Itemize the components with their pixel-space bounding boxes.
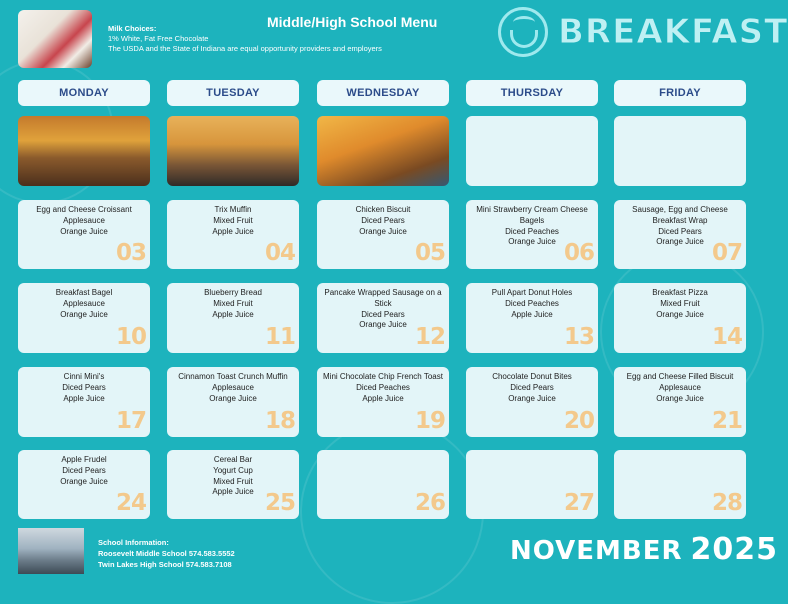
day-cell [466,283,598,353]
day-header-thursday: THURSDAY [466,80,598,106]
day-cell [317,200,449,269]
menu-items [18,372,150,404]
month-year [510,532,778,567]
day-cell [317,367,449,437]
date-number: 12 [414,324,445,350]
date-number: 28 [711,490,742,516]
menu-items [317,205,449,237]
menu-item: Mixed Fruit [213,476,253,486]
date-number: 13 [563,324,594,350]
menu-item: Orange Juice [656,309,704,319]
menu-item: Mixed Fruit [213,215,253,225]
school-contact-twin-lakes: Twin Lakes High School 574.583.7108 [98,560,232,569]
day-header-friday: FRIDAY [614,80,746,106]
menu-item: Applesauce [63,298,105,308]
school-building-photo [18,528,84,574]
blank-photo-cell [466,116,598,186]
menu-item: Pull Apart Donut Holes [491,288,573,297]
menu-item: Cinni Mini's [63,372,105,381]
day-cell [466,200,598,269]
menu-item: Orange Juice [60,226,108,236]
menu-item: Sausage, Egg and Cheese Breakfast Wrap [632,205,728,225]
menu-item: Pancake Wrapped Sausage on a Stick [324,288,442,308]
menu-item: Apple Juice [63,393,105,403]
menu-item: Diced Peaches [356,382,410,392]
year-label: 2025 [690,532,779,567]
day-cell [167,200,299,269]
date-number: 18 [264,408,295,434]
day-cell [614,450,746,519]
menu-item: Apple Juice [212,226,254,236]
menu-item: Diced Pears [510,382,554,392]
menu-item: Egg and Cheese Croissant [36,205,132,214]
date-number: 21 [711,408,742,434]
menu-item: Diced Pears [62,465,106,475]
meal-title: BREAKFAST [558,12,788,52]
menu-items [317,372,449,404]
day-cell [466,450,598,519]
date-number: 05 [414,240,445,266]
menu-item: Diced Pears [62,382,106,392]
menu-items [18,288,150,320]
day-cell [18,283,150,353]
menu-item: Orange Juice [359,320,407,330]
menu-item: Chocolate Donut Bites [492,372,572,381]
menu-item: Apple Juice [362,393,404,403]
menu-item: Chicken Biscuit [355,205,411,214]
menu-item: Orange Juice [508,237,556,247]
page-title: Middle/High School Menu [267,14,438,30]
menu-item: Diced Pears [658,226,702,236]
date-number: 24 [115,490,146,516]
menu-item: Apple Frudel [61,455,107,464]
menu-item: Diced Pears [361,215,405,225]
menu-items [167,288,299,320]
day-header-wednesday: WEDNESDAY [317,80,449,106]
menu-item: Orange Juice [656,393,704,403]
menu-item: Cinnamon Toast Crunch Muffin [178,372,288,381]
day-header-tuesday: TUESDAY [167,80,299,106]
date-number: 07 [711,240,742,266]
menu-item: Mini Strawberry Cream Cheese Bagels [476,205,588,225]
menu-items [614,372,746,404]
breakfast-logo-icon [498,7,548,57]
menu-item: Apple Juice [511,309,553,319]
day-cell [18,450,150,519]
menu-item: Apple Juice [212,309,254,319]
autumn-students-photo [317,116,449,186]
menu-item: Breakfast Bagel [55,288,113,297]
menu-item: Orange Juice [60,309,108,319]
milk-options: 1% White, Fat Free Chocolate [108,34,209,43]
menu-item: Orange Juice [359,226,407,236]
date-number: 20 [563,408,594,434]
menu-item: Mixed Fruit [213,298,253,308]
menu-item: Orange Juice [60,476,108,486]
usda-notice: The USDA and the State of Indiana are equal opportunity providers and employers [108,44,382,53]
menu-item: Orange Juice [209,393,257,403]
menu-item: Diced Peaches [505,226,559,236]
menu-item: Apple Juice [212,487,254,497]
day-cell [317,283,449,353]
milk-heading: Milk Choices: [108,24,157,33]
day-cell [18,200,150,269]
menu-item: Breakfast Pizza [652,288,708,297]
menu-item: Mini Chocolate Chip French Toast [323,372,443,381]
menu-item: Egg and Cheese Filled Biscuit [626,372,734,381]
menu-item: Yogurt Cup [213,465,253,475]
date-number: 17 [115,408,146,434]
day-header-monday: MONDAY [18,80,150,106]
school-info-heading: School Information: [98,538,169,547]
menu-items [466,288,598,320]
backpack-students-photo [167,116,299,186]
menu-item: Trix Muffin [214,205,252,214]
menu-item: Applesauce [63,215,105,225]
day-cell [167,450,299,519]
date-number: 19 [414,408,445,434]
date-number: 04 [264,240,295,266]
menu-items [614,288,746,320]
menu-item: Blueberry Bread [204,288,262,297]
day-cell [614,200,746,269]
menu-item: Orange Juice [656,237,704,247]
menu-item: Mixed Fruit [660,298,700,308]
menu-item: Cereal Bar [213,455,253,464]
date-number: 11 [264,324,295,350]
menu-item: Applesauce [659,382,701,392]
date-number: 14 [711,324,742,350]
menu-item: Orange Juice [508,393,556,403]
day-cell [18,367,150,437]
date-number: 06 [563,240,594,266]
day-cell [167,367,299,437]
date-number: 26 [414,490,445,516]
day-cell [614,367,746,437]
school-contact-roosevelt: Roosevelt Middle School 574.583.5552 [98,549,235,558]
date-number: 03 [115,240,146,266]
school-bus-photo [18,116,150,186]
school-info [98,537,235,570]
menu-item: Applesauce [212,382,254,392]
date-number: 25 [264,490,295,516]
menu-item: Diced Pears [361,309,405,319]
date-number: 10 [115,324,146,350]
menu-items [18,205,150,237]
menu-item: Diced Peaches [505,298,559,308]
menu-items [18,455,150,487]
menu-items [167,205,299,237]
day-cell [317,450,449,519]
breakfast-dessert-photo [18,10,92,68]
menu-items [466,372,598,404]
blank-photo-cell [614,116,746,186]
day-cell [167,283,299,353]
date-number: 27 [563,490,594,516]
menu-items [167,372,299,404]
month-label: NOVEMBER [510,536,683,566]
day-cell [614,283,746,353]
day-cell [466,367,598,437]
